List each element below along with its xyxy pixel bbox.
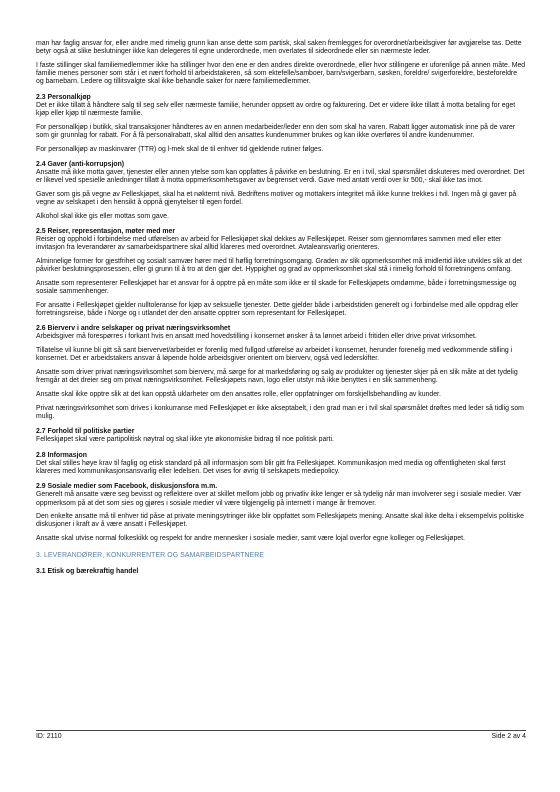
section-heading: 3.1 Etisk og bærekraftig handel xyxy=(36,567,139,575)
section-heading: 2.5 Reiser, representasjon, møter med mer xyxy=(36,227,176,235)
paragraph: Ansatte må ikke motta gaver, tjenester eller annen ytelse som kan oppfattes å påvirke en beslutning. Er en i tvil, skal spørsmålet diskuteres med overordnet. Det er likevel ved spesielle anledninger tillatt å motta oppmerksomhetsgaver av begrenset verdi. Gave med antatt verdi over kr 500,- skal ikke tas imot. xyxy=(36,168,525,185)
paragraph: Felleskjøpet skal være partipolitisk nøytral og skal ikke yte økonomiske bidrag til noe politisk parti. xyxy=(36,436,334,444)
section-heading: 2.8 Informasjon xyxy=(36,451,87,459)
page-footer xyxy=(36,730,526,741)
paragraph: Ansatte skal utvise normal folkeskikk og respekt for andre mennesker i sosiale medier, samt være lojal overfor egne kolleger og Felleskjøpet. xyxy=(36,535,465,543)
paragraph: Ansatte skal ikke opptre slik at det kan oppstå uklarheter om den ansattes rolle, eller oppfatninger om forskjellsbehandling av kunder. xyxy=(36,391,441,398)
paragraph: Alminnelige former for gjestfrihet og sosialt samvær hører med til høflig forretningsomgang. Graden av slik oppmerksomhet må imidlertid ikke utvikles slik at det påvirker beslutningsprosessen, eller gi grunn til å tro at den gjør det. Hyppighet og grad av oppmerksomhet skal stå i rimelig forhold til forretningens omfang. xyxy=(36,258,522,274)
section-heading: 2.4 Gaver (anti-korrupsjon) xyxy=(36,160,125,168)
document-body xyxy=(36,40,526,576)
paragraph: For personalkjøp i butikk, skal transaksjoner håndteres av en annen medarbeider/leder enn den som skal ha varen. Rabatt ligger automatisk inne på de varer som gir grunnlag for rabatt. For å få personalrabatt, skal alltid den ansattes kundenummer brukes og kan ikke overføres til andre kundenummer. xyxy=(36,123,516,139)
paragraph: Den enkelte ansatte må til enhver tid påse at private meningsytringer ikke blir oppfattet som Felleskjøpets mening. Ansatte skal ikke delta i eksempelvis politiske diskusjoner i kraft av å være ansatt i Felleskjøpet. xyxy=(36,513,524,529)
paragraph: Gaver som gis på vegne av Felleskjøpet, skal ha et nøkternt nivå. Bedriftens motiver og mottakers integritet må ikke kunne trekkes i tvil. Ingen må gi gaver på vegne av selskapet i den hensikt å oppnå gjenytelser til egen fordel. xyxy=(36,190,517,207)
section-heading: 2.3 Personalkjøp xyxy=(36,93,91,101)
paragraph: For personalkjøp av maskinvarer (TTR) og l-mek skal de til enhver tid gjeldende rutiner følges. xyxy=(36,145,324,153)
paragraph: Det skal stilles høye krav til faglig og etisk standard på all informasjon som blir gitt fra Felleskjøpet. Kommunikasjon med media og offentligheten skal først klareres med kommunikasjonsansvarlig eller ledelsen. Det vises for øvrig til selskapets mediepolicy. xyxy=(36,459,506,475)
paragraph: Arbeidsgiver må forespørres i forkant hvis en ansatt med hovedstilling i konsernet ønsker å ta lønnet arbeid i fritiden eller drive privat virksomhet. xyxy=(36,333,477,341)
paragraph: For ansatte i Felleskjøpet gjelder nulltoleranse for kjøp av seksuelle tjenester. Dette gjelder både i arbeidstiden generelt og i forbindelse med alle oppdrag eller forretningsreise, både i Norge og i utlandet der den ansatte opptrer som representant for Felleskjøpet. xyxy=(36,301,519,318)
section-heading: 2.7 Forhold til politiske partier xyxy=(36,428,135,436)
paragraph: Ansatte som representerer Felleskjøpet har et ansvar for å opptre på en måte som ikke er til skade for Felleskjøpets omdømme, både i forretningsmessige og sosiale sammenhenger. xyxy=(36,279,517,296)
paragraph: I faste stillinger skal familiemedlemmer ikke ha stillinger hvor den ene er den andres direkte overordnede, eller hvor stillingene er uforenlige på annen måte. Med familie menes personer som står i et nært forhold til arbeidstakeren, så som ektefelle/samboer, barn/svigerbarn, søsken, foreldre/ svigerforeldre, besteforeldre og barnebarn. Ledere og tillitsvalgte skal ikke behandle saker for nære familiemedlemmer. xyxy=(36,61,526,86)
paragraph: Privat næringsvirksomhet som drives i konkurranse med Felleskjøpet er ikke akseptabelt, i den grad man er i tvil skal spørsmålet drøftes med leder så tidlig som mulig. xyxy=(36,404,524,420)
paragraph: Reiser og opphold i forbindelse med utførelsen av arbeid for Felleskjøpet skal dekkes av Felleskjøpet. Reiser som gjennomføres sammen med eller etter invitasjon fra leverandører av samarbeidspartnere skal alltid klareres med overordnet. Avtaleansvarlig orienteres. xyxy=(36,236,502,252)
paragraph: Ansatte som driver privat næringsvirksomhet som bierverv, må sørge for at markedsføring og salg av produkter og tjenester skjer på en slik måte at det tydelig fremgår at det dreier seg om privat næringsvirksomhet. Felleskjøpets navn, logo eller utstyr må ikke benyttes i en slik sammenheng. xyxy=(36,369,518,385)
section-heading: 2.6 Bierverv i andre selskaper og privat næringsvirksomhet xyxy=(36,325,231,333)
document-id: ID: 2110 xyxy=(36,733,62,740)
chapter-heading: 3. LEVERANDØRER, KONKURRENTER OG SAMARBEIDSPARTNERE xyxy=(36,552,265,560)
paragraph: Tillatelse vil kunne bli gitt så sant biervervet/arbeidet er forenlig med fullgod utførelse av arbeidet i konsernet, herunder forenelig med vedkommende stilling i konsernet. Det er arbeidstakers ansvar å løpende holde arbeidsgiver orientert om bierverv, også ved lederskifter. xyxy=(36,347,513,363)
paragraph: Alkohol skal ikke gis eller mottas som gave. xyxy=(36,212,169,220)
paragraph: Generelt må ansatte være seg bevisst og reflektere over at skillet mellom jobb og privatliv ikke lenger er så tydelig når man involverer seg i sosiale medier. Vær oppmerksom på at det som sies og gjøres i sosiale medier vil være tilgjengelig på internett i mange år fremover. xyxy=(36,491,522,507)
paragraph: man har faglig ansvar for, eller andre med rimelig grunn kan anse dette som partisk, skal saken fremlegges for overordnet/arbeidsgiver før avgjørelse tas. Dette betyr også at slike beslutninger ikke kan delegeres til egne underordnede, men overlates til sideordnede eller sin nærmeste leder. xyxy=(36,40,522,56)
section-heading: 2.9 Sosiale medier som Facebook, diskusjonsfora m.m. xyxy=(36,483,218,491)
paragraph: Det er ikke tillatt å håndtere salg til seg selv eller nærmeste familie, herunder oppsett av ordre og fakturering. Det er videre ikke tillatt å motta betaling for eget kjøp eller kjøp til nærmeste familie. xyxy=(36,101,516,117)
page-number: Side 2 av 4 xyxy=(491,733,526,740)
